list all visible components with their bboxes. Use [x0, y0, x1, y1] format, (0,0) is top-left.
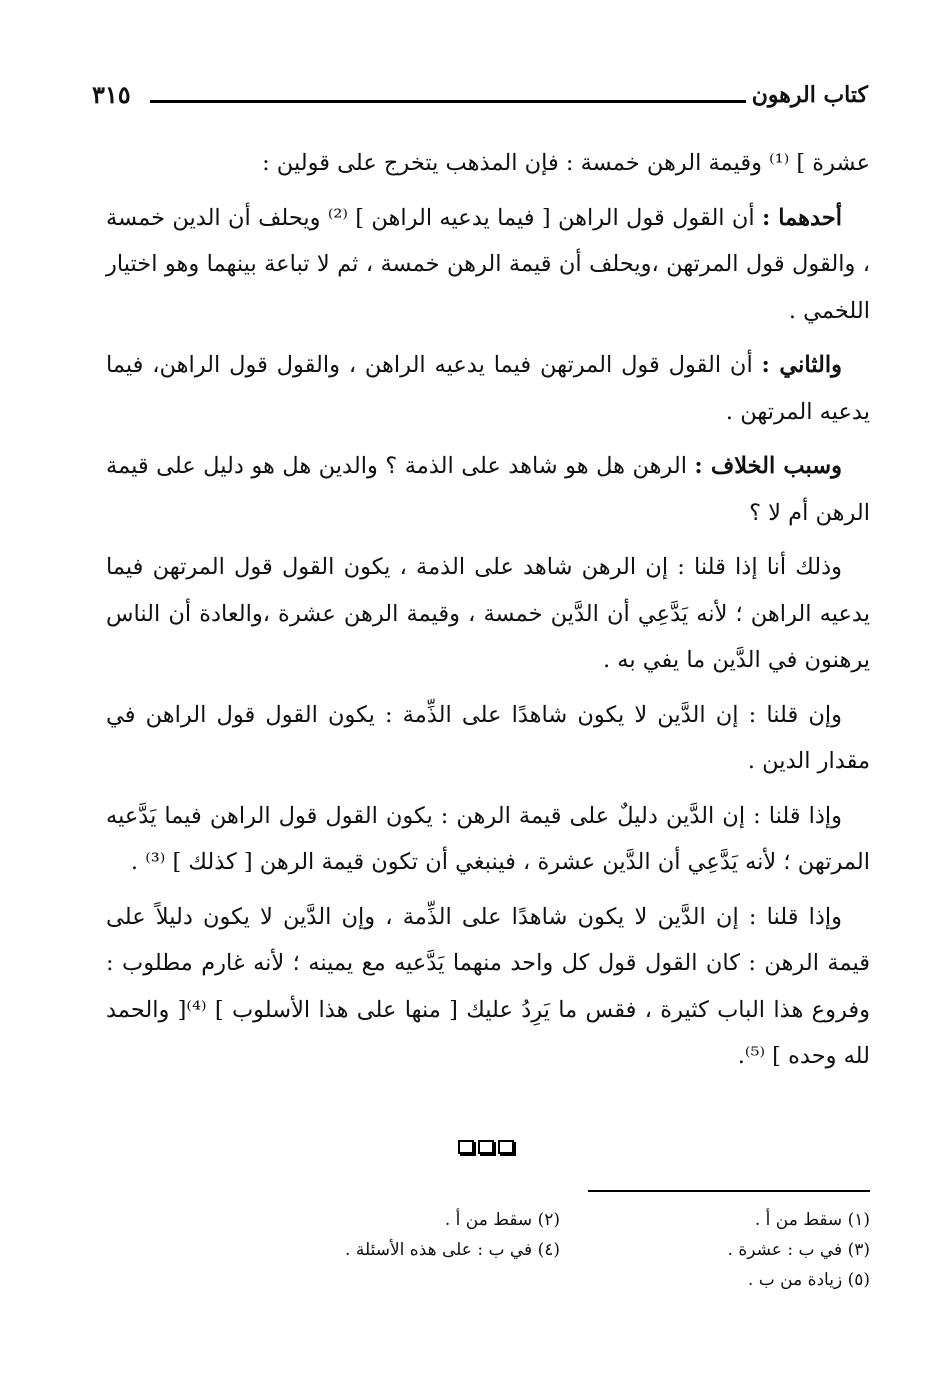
- ornament-square-icon: [498, 1140, 514, 1154]
- running-header: [92, 78, 868, 114]
- paragraph-5: [106, 544, 870, 684]
- paragraph-7: [106, 793, 870, 886]
- footnote-3: (٣) في ب : عشرة .: [727, 1240, 870, 1260]
- footnote-5: (٥) زيادة من ب .: [747, 1270, 870, 1290]
- paragraph-6: [106, 692, 870, 785]
- footnote-rule: [588, 1190, 870, 1192]
- paragraph-2: [106, 195, 870, 335]
- paragraph-5-text: وذلك أنا إذا قلنا : إن الرهن شاهد على الذمة ، يكون القول قول المرتهن فيما يدعيه الراهن ؛ لأنه يَدَّعِي أن الدَّين خمسة ، وقيمة الرهن عشرة ،والعادة أن الناس يرهنون في الدَّين ما يفي به .: [106, 554, 870, 673]
- paragraph-8: [106, 894, 870, 1080]
- footnotes: [250, 1205, 870, 1295]
- main-text: [106, 140, 870, 1088]
- paragraph-3: [106, 342, 870, 435]
- ornament-square-icon: [458, 1140, 474, 1154]
- paragraph-1-text: عشرة ] ⁽¹⁾ وقيمة الرهن خمسة : فإن المذهب يتخرج على قولين :: [262, 150, 870, 176]
- footnote-row: [250, 1235, 870, 1265]
- footnote-1: (١) سقط من أ .: [754, 1210, 870, 1230]
- footnote-row: [250, 1205, 870, 1235]
- footnote-row: [250, 1265, 870, 1295]
- ornament-square-icon: [478, 1140, 494, 1154]
- footnote-4: (٤) في ب : على هذه الأسئلة .: [345, 1240, 560, 1260]
- paragraph-7-text: وإذا قلنا : إن الدَّين دليلٌ على قيمة الرهن : يكون القول قول الراهن فيما يَدَّعيه المرتهن ؛ لأنه يَدَّعِي أن الدَّين عشرة ، فينبغي أن تكون قيمة الرهن [ كذلك ] ⁽³⁾ .: [106, 802, 870, 875]
- header-rule: [150, 100, 746, 103]
- paragraph-6-text: وإن قلنا : إن الدَّين لا يكون شاهدًا على الذِّمة : يكون القول قول الراهن في مقدار الدين .: [106, 701, 870, 774]
- paragraph-2-text: أن القول قول الراهن [ فيما يدعيه الراهن ] ⁽²⁾ ويحلف أن الدين خمسة ، والقول قول المرتهن ،ويحلف أن قيمة الرهن خمسة ، ثم لا تباعة بينهما وهو اختيار اللخمي .: [106, 204, 870, 324]
- chapter-title: كتاب الرهون: [751, 82, 868, 108]
- page-number: ٣١٥: [92, 80, 131, 109]
- paragraph-3-text: أن القول قول المرتهن فيما يدعيه الراهن ، والقول قول الراهن، فيما يدعيه المرتهن .: [106, 352, 870, 425]
- paragraph-3-keyword: والثاني :: [761, 352, 842, 378]
- section-end-ornament: [458, 1140, 514, 1154]
- paragraph-4-keyword: وسبب الخلاف :: [694, 453, 842, 479]
- paragraph-4-text: الرهن هل هو شاهد على الذمة ؟ والدين هل هو دليل على قيمة الرهن أم لا ؟: [106, 453, 870, 526]
- paragraph-8-text: وإذا قلنا : إن الدَّين لا يكون شاهدًا على الذِّمة ، وإن الدَّين لا يكون دليلاً على قيمة الرهن : كان القول قول كل واحد منهما يَدَّعيه مع يمينه ؛ لأنه غارم مطلوب : وفروع هذا الباب كثيرة ، فقس ما يَرِدُ عليك [ منها على هذا الأسلوب ] ⁽⁴⁾[ والحمد لله وحده ] ⁽⁵⁾.: [106, 903, 870, 1069]
- footnote-2: (٢) سقط من أ .: [444, 1210, 560, 1230]
- paragraph-2-keyword: أحدهما :: [761, 204, 842, 231]
- paragraph-4: [106, 443, 870, 536]
- paragraph-1: [106, 140, 870, 187]
